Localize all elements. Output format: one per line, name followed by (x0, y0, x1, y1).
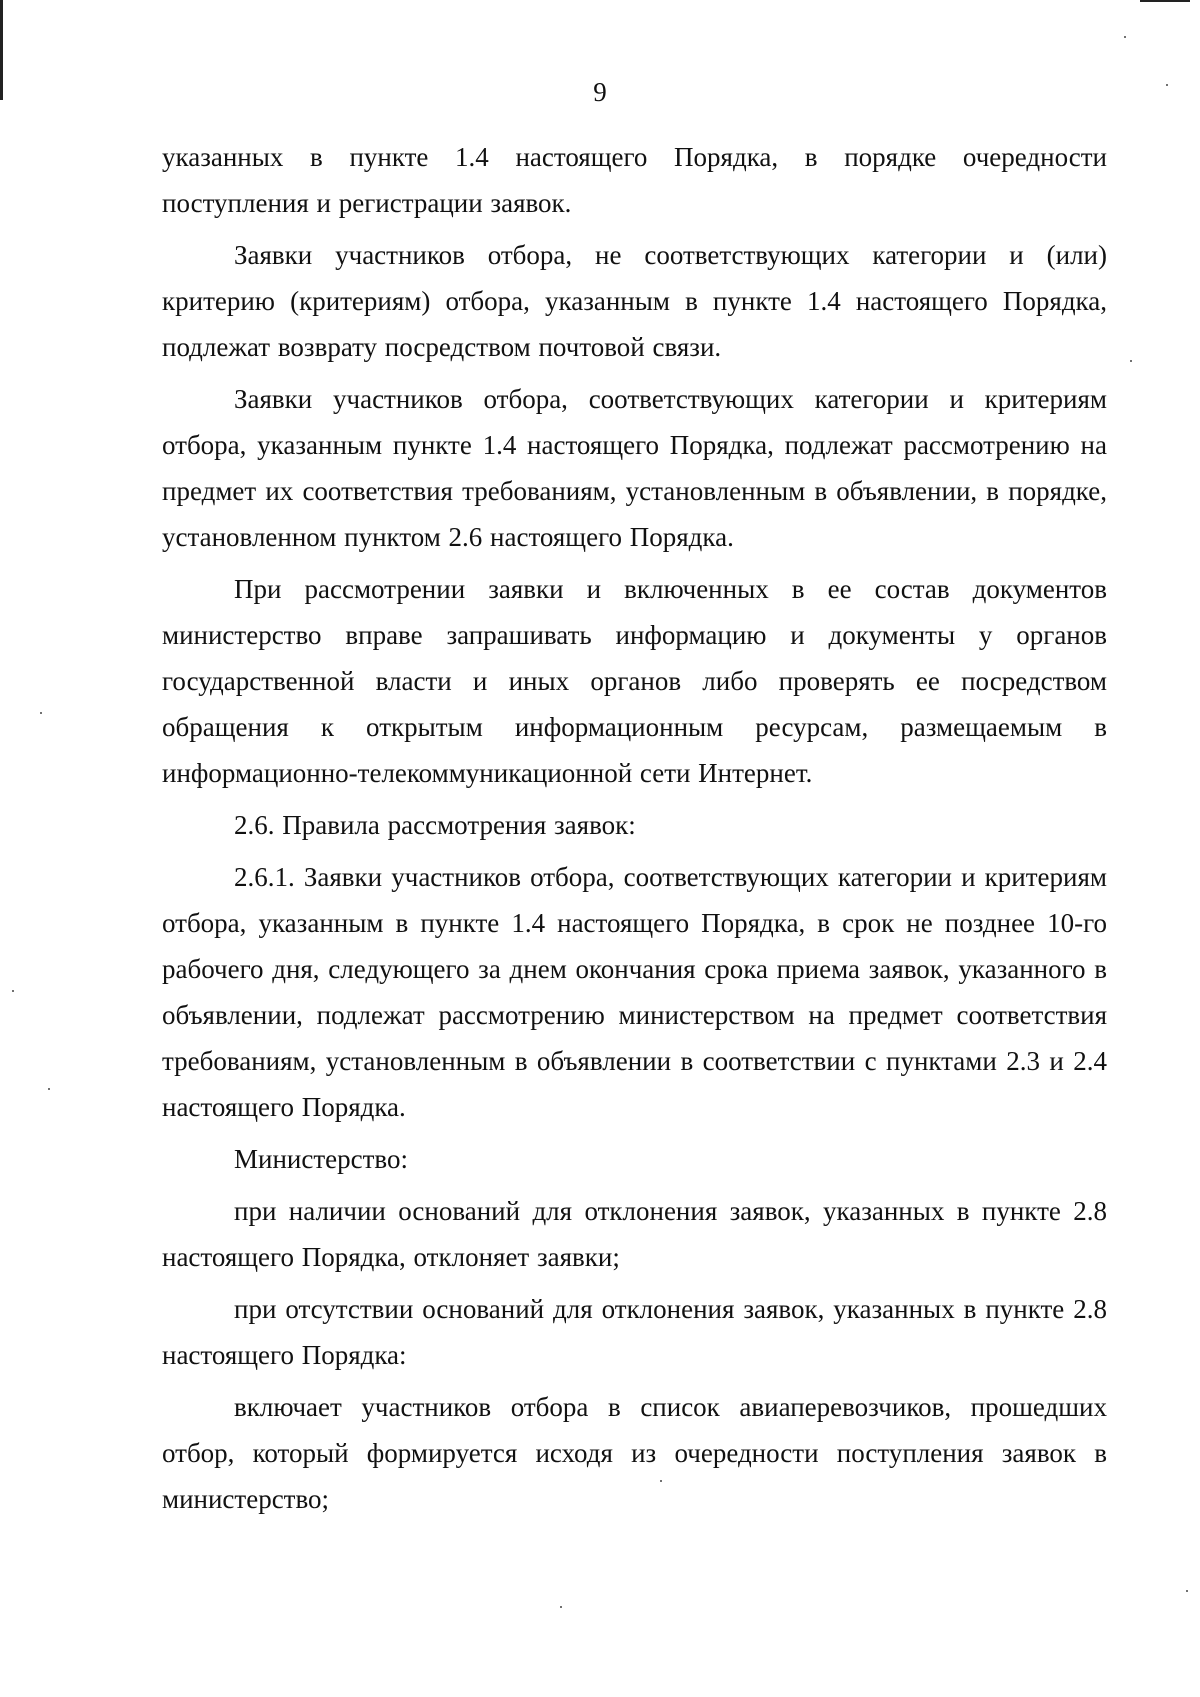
page-number: 9 (593, 77, 607, 107)
paragraph-include-list: включает участников отбора в список авиаперевозчиков, прошедших отбор, который формируется исходя из очередности поступления заявок в министерство; (162, 1392, 1107, 1514)
section-heading-2-6: 2.6. Правила рассмотрения заявок: (234, 810, 636, 840)
paragraph-2-6-1: 2.6.1. Заявки участников отбора, соответствующих категории и критериям отбора, указанным в пункте 1.4 настоящего Порядка, в срок не позднее 10-го рабочего дня, следующего за днем окончания срока приема заявок, указанного в объявлении, подлежат рассмотрению министерством на предмет соответствия требованиям, установленным в объявлении в соответствии с пунктами 2.3 и 2.4 настоящего Порядка. (162, 862, 1107, 1122)
paragraph-4: При рассмотрении заявки и включенных в ее состав документов министерство вправе запрашивать информацию и документы у органов государственной власти и иных органов либо проверять ее посредством обращения к открытым информационным ресурсам, размещаемым в информационно-телекоммуникационной сети Интернет. (162, 574, 1107, 788)
scan-speck (1124, 36, 1126, 38)
paragraph-2: Заявки участников отбора, не соответствующих категории и (или) критерию (критериям) отбора, указанным в пункте 1.4 настоящего Порядка, подлежат возврату посредством почтовой связи. (162, 240, 1107, 362)
paragraph-3: Заявки участников отбора, соответствующих категории и критериям отбора, указанным пункте 1.4 настоящего Порядка, подлежат рассмотрению на предмет их соответствия требованиям, установленным в объявлении, в порядке, установленном пунктом 2.6 настоящего Порядка. (162, 384, 1107, 552)
scan-speck (660, 1480, 662, 1482)
scan-speck (48, 1088, 50, 1090)
paragraph-1: указанных в пункте 1.4 настоящего Порядка, в порядке очередности поступления и регистрации заявок. (162, 142, 1107, 218)
scan-speck (40, 712, 42, 714)
document-body (162, 134, 1107, 1528)
scan-speck (1130, 360, 1132, 362)
scan-speck (560, 1606, 562, 1608)
top-right-scan-mark (1140, 0, 1190, 2)
paragraph-rejection: при наличии оснований для отклонения заявок, указанных в пункте 2.8 настоящего Порядка, отклоняет заявки; (162, 1196, 1107, 1272)
scan-speck (1166, 84, 1168, 86)
scan-speck (1186, 1590, 1188, 1592)
scan-speck (12, 990, 14, 992)
paragraph-no-rejection: при отсутствии оснований для отклонения заявок, указанных в пункте 2.8 настоящего Порядка: (162, 1294, 1107, 1370)
paragraph-ministry: Министерство: (234, 1144, 408, 1174)
